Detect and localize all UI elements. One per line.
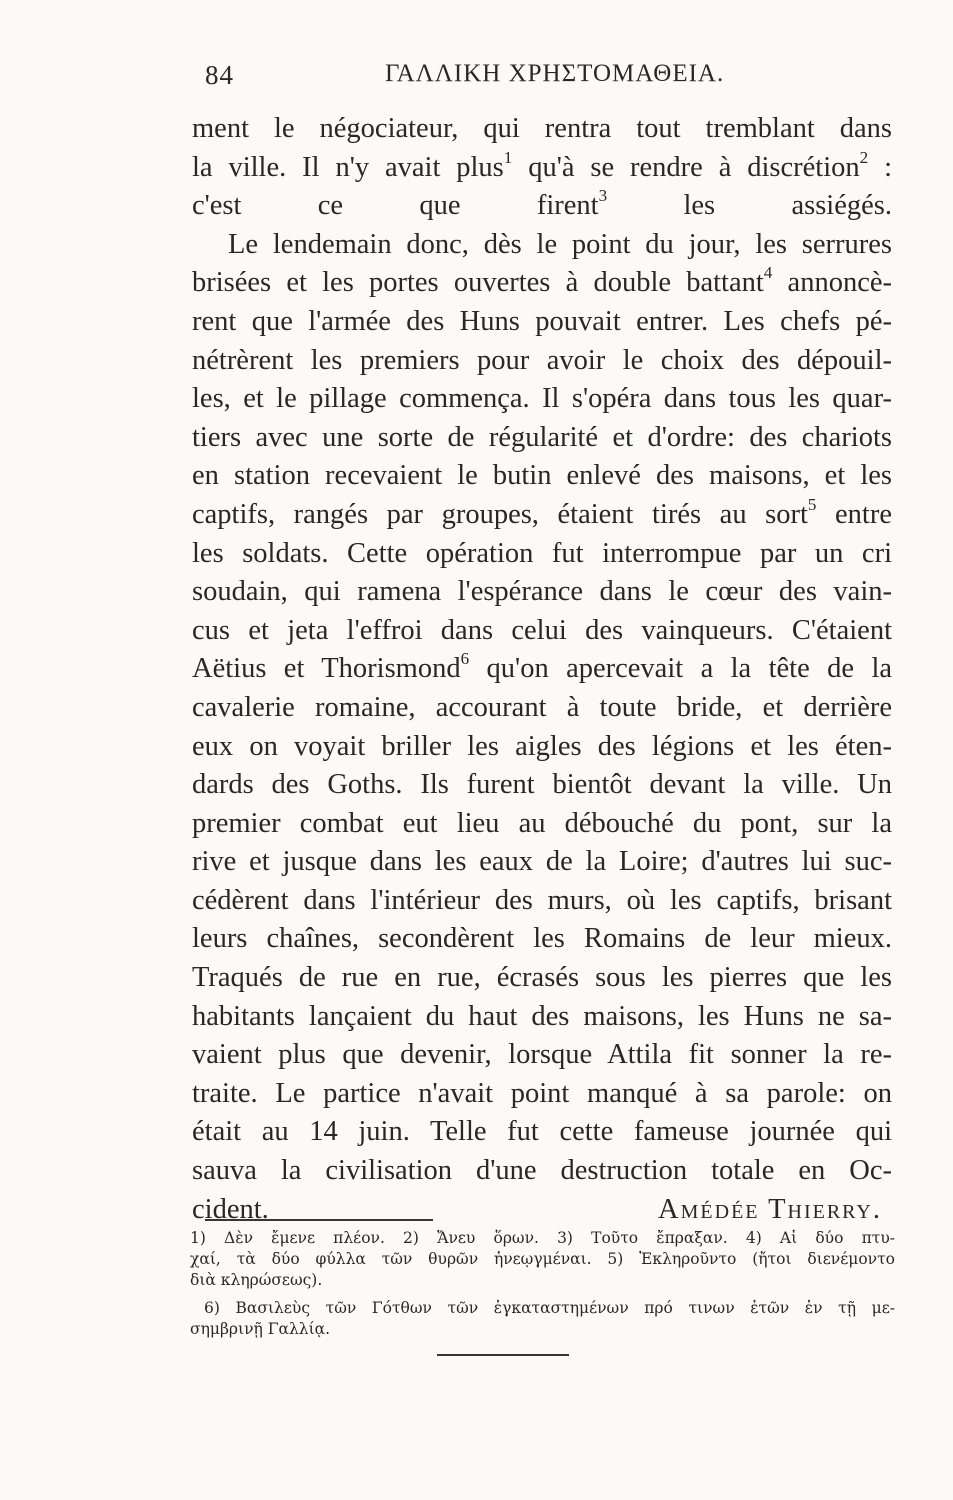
footnote-line: χαί, τὰ δύο φύλλα τῶν θυρῶν ἠνεῳγμέναι. 5) Ἐκληροῦντο (ἤτοι διενέμοντο xyxy=(190,1250,895,1268)
text-line: Traqués de rue en rue, écrasés sous les pierres que les xyxy=(192,962,892,994)
end-rule xyxy=(437,1354,569,1356)
text-line: les soldats. Cette opération fut interrompue par un cri xyxy=(192,537,892,569)
text-line: nétrèrent les premiers pour avoir le choix des dépouil- xyxy=(192,344,892,376)
text-line: vaient plus que devenir, lorsque Attila fit sonner la re- xyxy=(192,1039,892,1071)
text-line: en station recevaient le butin enlevé des maisons, et les xyxy=(192,460,892,492)
author-signature: Amédée Thierry. xyxy=(658,1193,882,1225)
footnote-rule xyxy=(205,1219,433,1221)
closing-line xyxy=(192,1191,892,1230)
text-line: habitants lançaient du haut des maisons, les Huns ne sa- xyxy=(192,1000,892,1032)
text-fragment: annoncè- xyxy=(772,267,892,299)
closing-word: cident. xyxy=(192,1193,269,1225)
text-line xyxy=(192,650,892,689)
text-line: Le lendemain donc, dès le point du jour, les serrures xyxy=(228,228,892,260)
text-line: leurs chaînes, secondèrent les Romains de leur mieux. xyxy=(192,923,892,955)
text-fragment: : xyxy=(868,151,893,183)
text-line xyxy=(192,149,892,188)
text-fragment: brisées et les portes ouvertes à double battant xyxy=(192,267,764,299)
text-fragment: captifs, rangés par groupes, étaient tirés au sort xyxy=(192,498,808,530)
text-line: traite. Le partice n'avait point manqué à sa parole: on xyxy=(192,1077,892,1109)
text-fragment: qu'à se rendre à discrétion xyxy=(512,151,860,183)
footnote-line: 6) Βασιλεὺς τῶν Γότθων τῶν ἐγκαταστημένων πρό τινων ἐτῶν ἐν τῇ με- xyxy=(204,1299,895,1317)
text-fragment: entre xyxy=(816,498,892,530)
footnote-marker: 1 xyxy=(503,147,513,167)
text-line: cus et jeta l'effroi dans celui des vainqueurs. C'étaient xyxy=(192,614,892,646)
text-fragment: les assiégés. xyxy=(607,190,892,222)
footnote-marker: 3 xyxy=(598,186,608,206)
footnote-line: σημβρινῇ Γαλλίᾳ. xyxy=(190,1320,331,1338)
running-title: ΓΑΛΛΙΚΗ ΧΡΗΣΤΟΜΑΘΕΙΑ. xyxy=(385,60,725,87)
text-fragment: qu'on apercevait a la tête de la xyxy=(469,653,893,685)
text-fragment: Aëtius et Thorismond xyxy=(192,653,461,685)
main-text xyxy=(192,110,892,1229)
text-line: tiers avec une sorte de régularité et d'ordre: des chariots xyxy=(192,421,892,453)
text-line xyxy=(192,264,892,303)
text-line: les, et le pillage commença. Il s'opéra dans tous les quar- xyxy=(192,383,892,415)
text-line: cavalerie romaine, accourant à toute bride, et derrière xyxy=(192,691,892,723)
text-fragment: la ville. Il n'y avait plus xyxy=(192,151,504,183)
text-line xyxy=(192,496,892,535)
text-line: ment le négociateur, qui rentra tout tremblant dans xyxy=(192,113,892,144)
text-line: cédèrent dans l'intérieur des murs, où les captifs, brisant xyxy=(192,884,892,916)
footnote-marker: 5 xyxy=(807,495,817,515)
footnote-line: 1) Δὲν ἔμενε πλέον. 2) Ἄνευ ὅρων. 3) Τοῦτο ἔπραξαν. 4) Αἱ δύο πτυ- xyxy=(190,1229,895,1247)
footnote-marker: 2 xyxy=(859,147,869,167)
text-line xyxy=(192,187,892,226)
text-fragment: c'est ce que firent xyxy=(192,190,599,222)
text-line: eux on voyait briller les aigles des légions et les éten- xyxy=(192,730,892,762)
footnote-marker: 6 xyxy=(460,649,470,669)
page-header xyxy=(195,60,895,100)
text-line: était au 14 juin. Telle fut cette fameuse journée qui xyxy=(192,1116,892,1148)
text-line: soudain, qui ramena l'espérance dans le cœur des vain- xyxy=(192,576,892,608)
text-line: rent que l'armée des Huns pouvait entrer. Les chefs pé- xyxy=(192,305,892,337)
footnote-line: διὰ κληρώσεως). xyxy=(190,1271,323,1289)
text-line: premier combat eut lieu au débouché du pont, sur la xyxy=(192,807,892,839)
text-line: sauva la civilisation d'une destruction totale en Oc- xyxy=(192,1155,892,1187)
page-number: 84 xyxy=(205,60,234,90)
text-line: dards des Goths. Ils furent bientôt devant la ville. Un xyxy=(192,769,892,801)
text-line: rive et jusque dans les eaux de la Loire; d'autres lui suc- xyxy=(192,846,892,878)
footnotes xyxy=(190,1228,895,1340)
footnote-marker: 4 xyxy=(763,263,773,283)
